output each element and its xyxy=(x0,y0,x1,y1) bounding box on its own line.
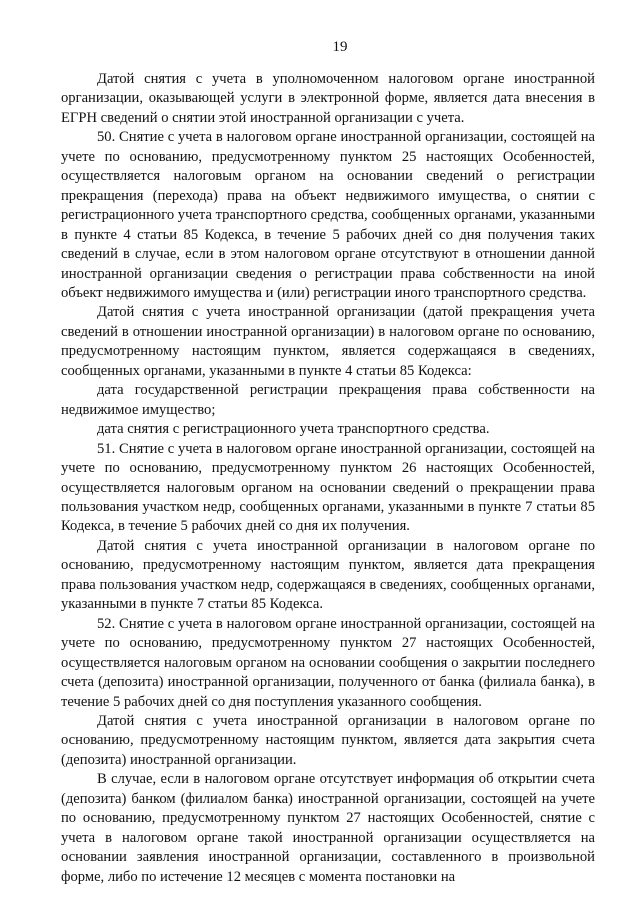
document-page xyxy=(61,38,595,887)
paragraph-item-50-date-property: дата государственной регистрации прекращения права собственности на недвижимое имущество; xyxy=(61,382,595,418)
paragraph-item-52: 52. Снятие с учета в налоговом органе иностранной организации, состоящей на учете по основанию, предусмотренному пунктом 27 настоящих Особенностей, осуществляется налоговым органом на основании сообщения о закрытии последнего счета (депозита) иностранной организации, полученного от банка (филиала банка), в течение 5 рабочих дней со дня поступления указанного сообщения. xyxy=(61,615,595,710)
paragraph-item-52-no-account-info: В случае, если в налоговом органе отсутствует информация об открытии счета (депозита) банком (филиалом банка) иностранной организации, состоящей на учете по основанию, предусмотренному пунктом 27 настоящих Особенностей, снятие с учета в налоговом органе такой иностранной организации осуществляется на основании заявления иностранной организации, составленного в произвольной форме, либо по истечение 12 месяцев с момента постановки на xyxy=(61,771,595,885)
paragraph-deregistration-date-electronic-services: Датой снятия с учета в уполномоченном налоговом органе иностранной организации, оказывающей услуги в электронной форме, является дата внесения в ЕГРН сведений о снятии этой иностранной организации с учета. xyxy=(61,71,595,126)
paragraph-item-51-date: Датой снятия с учета иностранной организации в налоговом органе по основанию, предусмотренному настоящим пунктом, является дата прекращения права пользования участком недр, содержащаяся в сведениях, сообщенных органами, указанными в пункте 7 статьи 85 Кодекса. xyxy=(61,537,595,613)
document-body xyxy=(61,70,595,887)
paragraph-item-50: 50. Снятие с учета в налоговом органе иностранной организации, состоящей на учете по основанию, предусмотренному пунктом 25 настоящих Особенностей, осуществляется налоговым органом на основании сведений о регистрации прекращения (перехода) права на объект недвижимого имущества, о снятии с регистрационного учета транспортного средства, сообщенных органами, указанными в пункте 4 статьи 85 Кодекса, в течение 5 рабочих дней со дня получения таких сведений в случае, если в этом налоговом органе отсутствуют в отношении данной иностранной организации сведения о регистрации права собственности на иной объект недвижимого имущества и (или) регистрации иного транспортного средства. xyxy=(61,129,595,301)
paragraph-item-50-date-vehicle: дата снятия с регистрационного учета транспортного средства. xyxy=(97,421,490,438)
paragraph-item-51: 51. Снятие с учета в налоговом органе иностранной организации, состоящей на учете по основанию, предусмотренному пунктом 26 настоящих Особенностей, осуществляется налоговым органом на основании сведений о прекращении права пользования участком недр, сообщенных органами, указанными в пункте 7 статьи 85 Кодекса, в течение 5 рабочих дней со дня их получения. xyxy=(61,440,595,535)
paragraph-item-52-date: Датой снятия с учета иностранной организации в налоговом органе по основанию, предусмотренному настоящим пунктом, является дата закрытия счета (депозита) иностранной организации. xyxy=(61,712,595,768)
paragraph-item-50-date: Датой снятия с учета иностранной организации (датой прекращения учета сведений в отношении иностранной организации) в налоговом органе по основанию, предусмотренному настоящим пунктом, является содержащаяся в сведениях, сообщенных органами, указанными в пункте 4 статьи 85 Кодекса: xyxy=(61,304,595,379)
page-number: 19 xyxy=(332,39,348,55)
